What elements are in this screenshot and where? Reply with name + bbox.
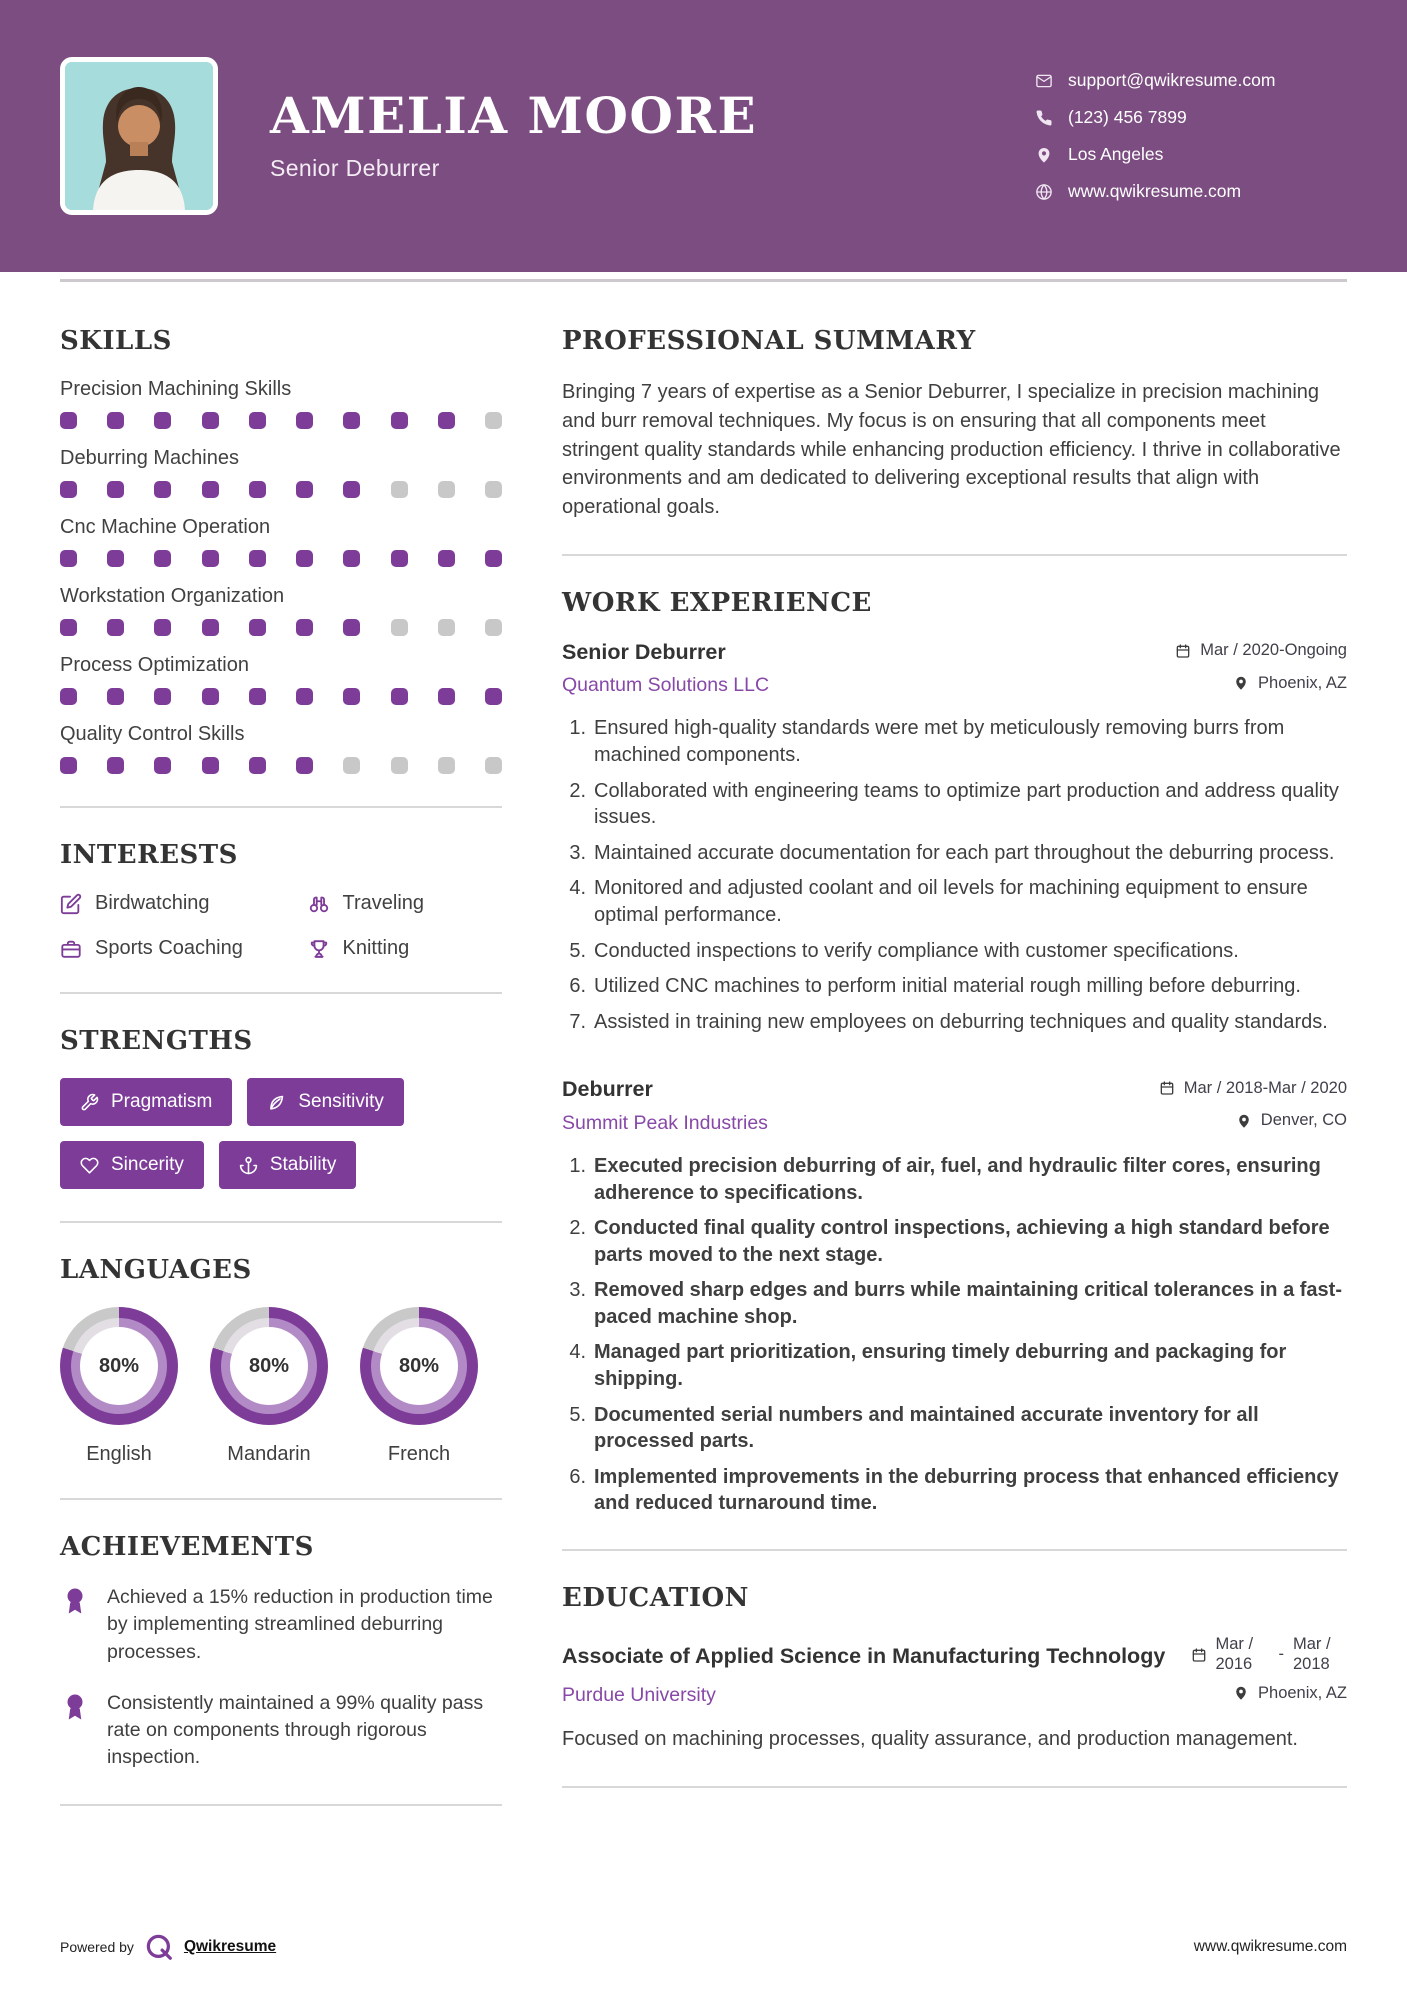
heart-icon <box>80 1156 99 1175</box>
job-bullet: Removed sharp edges and burrs while maintaining critical tolerances in a fast-paced machine shop. <box>594 1279 1342 1328</box>
job-bullets <box>562 1153 1347 1517</box>
job-bullet: Implemented improvements in the deburring process that enhanced efficiency and reduced turnaround time. <box>594 1465 1339 1515</box>
job-location-text: Denver, CO <box>1260 1111 1347 1130</box>
skill-dot-empty <box>485 481 502 498</box>
interest-item <box>60 937 308 960</box>
school-link[interactable]: Purdue University <box>562 1684 716 1707</box>
divider <box>60 806 502 808</box>
pin-icon <box>1233 1685 1249 1701</box>
skills-heading: SKILLS <box>60 326 172 356</box>
skill-dot-filled <box>202 688 219 705</box>
strengths-heading: STRENGTHS <box>60 1026 253 1056</box>
divider <box>562 1549 1347 1551</box>
skill-dot-filled <box>343 481 360 498</box>
job-bullet: Assisted in training new employees on deburring techniques and quality standards. <box>594 1010 1328 1033</box>
skill-dot-filled <box>107 619 124 636</box>
skill-dot-filled <box>202 550 219 567</box>
wrench-icon <box>80 1093 99 1112</box>
job-bullet: Monitored and adjusted coolant and oil levels for machining equipment to ensure optimal performance. <box>594 877 1308 927</box>
calendar-icon <box>1175 643 1191 659</box>
language-percent: 80% <box>230 1327 308 1405</box>
education-heading: EDUCATION <box>562 1583 749 1614</box>
skill-dot-filled <box>438 550 455 567</box>
contact-website-text[interactable]: www.qwikresume.com <box>1068 181 1242 201</box>
content <box>0 282 1407 1914</box>
company-link[interactable]: Summit Peak Industries <box>562 1111 768 1134</box>
footer-website-link[interactable]: www.qwikresume.com <box>1193 1938 1347 1955</box>
skill-dot-filled <box>60 757 77 774</box>
achievements-section <box>60 1532 502 1772</box>
language-percent: 80% <box>80 1327 158 1405</box>
strength-label: Pragmatism <box>111 1091 213 1112</box>
job-bullet: Documented serial numbers and maintained accurate inventory for all processed parts. <box>594 1403 1259 1453</box>
skill-dot-filled <box>296 481 313 498</box>
interest-item <box>60 892 308 915</box>
strength-label: Sincerity <box>111 1154 184 1175</box>
job-date-text: Mar / 2020-Ongoing <box>1200 641 1347 660</box>
skill-dot-filled <box>60 619 77 636</box>
education-date-separator: - <box>1278 1645 1284 1664</box>
job-bullet: Conducted inspections to verify compliance with customer specifications. <box>594 939 1239 962</box>
skill-dot-empty <box>391 481 408 498</box>
languages-section <box>60 1255 502 1466</box>
skill-level-dots <box>60 757 502 774</box>
strength-label: Stability <box>269 1154 337 1175</box>
divider <box>562 1786 1347 1788</box>
job-entry <box>562 640 1347 1035</box>
job-location <box>1236 1111 1347 1130</box>
skill-item <box>60 723 502 774</box>
skill-dot-filled <box>107 481 124 498</box>
job-bullets <box>562 715 1347 1035</box>
skill-dot-filled <box>296 688 313 705</box>
job-bullet: Ensured high-quality standards were met by meticulously removing burrs from machined components. <box>594 717 1285 767</box>
skill-dot-filled <box>485 688 502 705</box>
pin-icon <box>1236 1113 1252 1129</box>
language-percent: 80% <box>380 1327 458 1405</box>
skill-label: Precision Machining Skills <box>60 378 292 400</box>
skill-level-dots <box>60 688 502 705</box>
job-bullet: Executed precision deburring of air, fuel, and hydraulic filter cores, ensuring adherence to specifications. <box>594 1154 1321 1204</box>
skill-dot-filled <box>202 757 219 774</box>
skill-dot-filled <box>296 550 313 567</box>
company-link[interactable]: Quantum Solutions LLC <box>562 674 770 697</box>
trophy-icon <box>308 938 330 960</box>
summary-text: Bringing 7 years of expertise as a Senior Deburrer, I specialize in precision machining and burr removal techniques. My focus is on ensuring that all components meet stringent quality standards while enhancing production efficiency. I thrive in collaborative environments and am dedicated to delivering exceptional results that align with operational goals. <box>562 381 1341 519</box>
leaf-icon <box>267 1093 286 1112</box>
interest-label: Birdwatching <box>95 892 210 914</box>
contact-email-text[interactable]: support@qwikresume.com <box>1068 70 1276 90</box>
contact-phone-text: (123) 456 7899 <box>1068 107 1187 127</box>
experience-heading: WORK EXPERIENCE <box>562 587 872 618</box>
achievement-text: Consistently maintained a 99% quality pass rate on components through rigorous inspection. <box>107 1691 484 1769</box>
skill-dot-filled <box>154 412 171 429</box>
skill-label: Cnc Machine Operation <box>60 516 271 538</box>
interests-section <box>60 840 502 960</box>
skill-dot-filled <box>249 619 266 636</box>
education-section <box>562 1583 1347 1753</box>
award-ribbon-icon <box>60 1586 90 1616</box>
pin-icon <box>1233 675 1249 691</box>
contact-email <box>1035 70 1347 91</box>
skill-dot-empty <box>485 619 502 636</box>
skill-item <box>60 516 502 567</box>
education-location <box>1233 1684 1347 1703</box>
skill-level-dots <box>60 412 502 429</box>
skill-dot-filled <box>107 550 124 567</box>
skill-dot-empty <box>485 412 502 429</box>
strengths-list <box>60 1078 502 1189</box>
skill-dot-filled <box>107 412 124 429</box>
job-dates <box>1159 1079 1347 1098</box>
skill-dot-filled <box>296 619 313 636</box>
skill-dot-filled <box>154 550 171 567</box>
skill-dot-filled <box>249 550 266 567</box>
skill-item <box>60 378 502 429</box>
job-bullet: Managed part prioritization, ensuring timely deburring and packaging for shipping. <box>594 1341 1287 1391</box>
skill-dot-filled <box>107 688 124 705</box>
anchor-icon <box>239 1156 258 1175</box>
education-description: Focused on machining processes, quality assurance, and production management. <box>562 1728 1298 1751</box>
calendar-icon <box>1191 1647 1207 1663</box>
job-bullet: Conducted final quality control inspections, achieving a high standard before parts moved to the next stage. <box>594 1217 1330 1266</box>
qwikresume-brand-link[interactable]: Qwikresume <box>183 1938 277 1955</box>
divider <box>60 992 502 994</box>
skill-item <box>60 654 502 705</box>
divider <box>60 1221 502 1223</box>
contact-list <box>1035 70 1347 202</box>
skill-dot-empty <box>391 619 408 636</box>
skill-dot-empty <box>391 757 408 774</box>
skill-dot-empty <box>438 619 455 636</box>
strengths-section <box>60 1026 502 1189</box>
skill-dot-filled <box>202 412 219 429</box>
skill-dot-filled <box>202 481 219 498</box>
strength-badge <box>247 1078 404 1126</box>
skill-dot-filled <box>438 688 455 705</box>
person-name: AMELIA MOORE <box>270 86 758 146</box>
interests-grid <box>60 892 502 960</box>
interest-item <box>308 892 502 915</box>
globe-icon <box>1035 183 1053 201</box>
job-entry <box>562 1077 1347 1517</box>
languages-list <box>60 1307 502 1466</box>
skill-dot-empty <box>438 481 455 498</box>
skill-label: Workstation Organization <box>60 585 285 607</box>
skill-dot-empty <box>343 757 360 774</box>
interest-item <box>308 937 502 960</box>
skill-level-dots <box>60 481 502 498</box>
skill-dot-filled <box>107 757 124 774</box>
language-item <box>60 1307 178 1466</box>
interest-label: Sports Coaching <box>95 937 243 959</box>
phone-icon <box>1035 109 1053 127</box>
interests-heading: INTERESTS <box>60 840 238 870</box>
skills-section <box>60 326 502 774</box>
language-item <box>360 1307 478 1466</box>
education-location-text: Phoenix, AZ <box>1258 1683 1347 1702</box>
skill-dot-filled <box>60 481 77 498</box>
skill-dot-filled <box>154 619 171 636</box>
divider <box>60 1498 502 1500</box>
achievements-heading: ACHIEVEMENTS <box>60 1532 314 1562</box>
education-date-end: Mar / 2018 <box>1293 1635 1331 1673</box>
language-item <box>210 1307 328 1466</box>
skill-dot-filled <box>154 757 171 774</box>
experience-section <box>562 588 1347 1517</box>
skill-dot-filled <box>343 550 360 567</box>
strength-badge <box>219 1141 357 1189</box>
avatar <box>65 62 213 210</box>
strength-badge <box>60 1141 204 1189</box>
skill-label: Deburring Machines <box>60 447 239 469</box>
skill-dot-filled <box>249 688 266 705</box>
skill-dot-filled <box>438 412 455 429</box>
skill-dot-filled <box>343 412 360 429</box>
divider <box>562 554 1347 556</box>
degree-title: Associate of Applied Science in Manufacturing Technology <box>562 1643 1166 1668</box>
job-bullet: Collaborated with engineering teams to optimize part production and address quality issues. <box>594 779 1339 829</box>
education-dates <box>1191 1635 1348 1675</box>
skill-dot-filled <box>154 688 171 705</box>
summary-heading: PROFESSIONAL SUMMARY <box>562 326 976 356</box>
language-donut <box>360 1307 478 1425</box>
binoculars-icon <box>308 893 330 915</box>
right-column <box>562 326 1347 1820</box>
briefcase-icon <box>60 938 82 960</box>
language-name: English <box>86 1443 152 1465</box>
pin-icon <box>1035 146 1053 164</box>
interest-label: Traveling <box>342 892 425 914</box>
job-bullet: Utilized CNC machines to perform initial material rough milling before deburring. <box>594 975 1301 998</box>
mail-icon <box>1035 72 1053 90</box>
languages-heading: LANGUAGES <box>60 1255 252 1285</box>
skill-level-dots <box>60 550 502 567</box>
skill-dot-filled <box>249 757 266 774</box>
divider <box>60 1804 502 1806</box>
contact-location-text: Los Angeles <box>1068 144 1164 164</box>
header <box>0 0 1407 272</box>
education-date-start: Mar / 2016 <box>1215 1635 1254 1673</box>
skill-label: Quality Control Skills <box>60 723 245 745</box>
skill-dot-filled <box>60 412 77 429</box>
interest-label: Knitting <box>342 937 410 959</box>
qwikresume-logo-icon <box>144 1932 174 1962</box>
skill-dot-filled <box>343 688 360 705</box>
skill-dot-filled <box>391 688 408 705</box>
job-dates <box>1175 641 1347 660</box>
skill-dot-filled <box>60 688 77 705</box>
skill-dot-filled <box>154 481 171 498</box>
language-donut <box>210 1307 328 1425</box>
job-bullet: Maintained accurate documentation for each part throughout the deburring process. <box>594 841 1335 864</box>
contact-phone <box>1035 107 1347 128</box>
skill-label: Process Optimization <box>60 654 249 676</box>
profile-photo <box>60 57 218 215</box>
language-name: French <box>387 1443 451 1465</box>
job-title: Senior Deburrer <box>562 639 726 664</box>
strength-label: Sensitivity <box>298 1091 384 1112</box>
strength-badge <box>60 1078 232 1126</box>
job-location <box>1233 674 1347 693</box>
footer <box>0 1914 1407 1990</box>
contact-location <box>1035 144 1347 165</box>
contact-website <box>1035 181 1347 202</box>
summary-section <box>562 326 1347 522</box>
achievement-text: Achieved a 15% reduction in production time by implementing streamlined deburring processes. <box>107 1586 493 1663</box>
skill-dot-filled <box>296 757 313 774</box>
achievement-item <box>60 1584 502 1666</box>
job-location-text: Phoenix, AZ <box>1258 673 1347 692</box>
skill-dot-filled <box>249 412 266 429</box>
skill-item <box>60 447 502 498</box>
skill-dot-filled <box>391 550 408 567</box>
skill-dot-filled <box>343 619 360 636</box>
powered-by-label: Powered by <box>60 1939 134 1955</box>
skill-dot-filled <box>485 550 502 567</box>
skill-dot-filled <box>296 412 313 429</box>
skill-dot-filled <box>249 481 266 498</box>
identity-block <box>264 86 989 182</box>
skill-dot-empty <box>438 757 455 774</box>
award-ribbon-icon <box>60 1692 90 1722</box>
skill-dot-filled <box>60 550 77 567</box>
powered-by <box>60 1932 276 1962</box>
achievement-item <box>60 1690 502 1772</box>
pencil-icon <box>60 893 82 915</box>
skill-dot-empty <box>485 757 502 774</box>
skill-dot-filled <box>391 412 408 429</box>
skill-item <box>60 585 502 636</box>
person-title: Senior Deburrer <box>270 154 440 181</box>
job-date-text: Mar / 2018-Mar / 2020 <box>1183 1078 1347 1097</box>
calendar-icon <box>1159 1080 1175 1096</box>
skill-level-dots <box>60 619 502 636</box>
skill-dot-filled <box>202 619 219 636</box>
job-title: Deburrer <box>562 1077 653 1102</box>
language-donut <box>60 1307 178 1425</box>
language-name: Mandarin <box>227 1443 311 1465</box>
left-column <box>60 326 502 1838</box>
